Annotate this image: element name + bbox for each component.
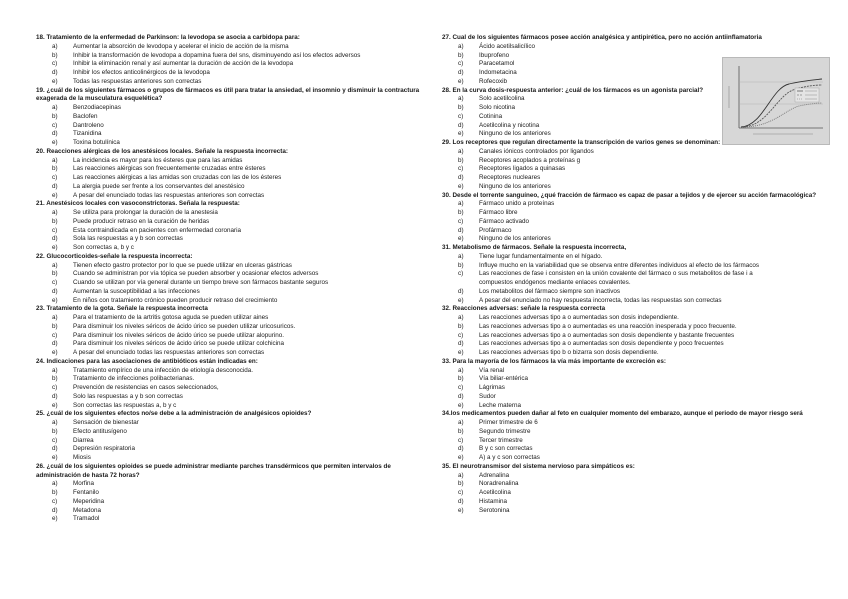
option-letter: a) [458,471,464,479]
option-letter: c) [458,384,464,391]
question-text: 24. Indicaciones para las asociaciones de antibióticos están indicadas en: [36,357,258,365]
question-text: 28. En la curva dosis-respuesta anterior: ¿cuál de los fármacos es un agonista parcial? [442,86,704,94]
question-text: 19. ¿cuál de los siguientes fármacos o grupos de fármacos es útil para tratar la ansiedad, el insomnio y disminuir la contractura exagerada de la musculatura esquelética? [36,86,420,103]
option-text: Tramadol [73,515,100,523]
option-letter: e) [458,296,464,304]
option-text: Inhibir los efectos anticolinérgicos de la levodopa [73,69,210,76]
option-text: La incidencia es mayor para los ésteres que para las amidas [73,156,243,164]
dose-response-curve-image [723,58,829,144]
answer-option [52,489,426,498]
option-text: Las reacciones alérgicas a las amidas son cruzadas con las de los ésteres [73,174,282,181]
option-text: Ninguno de los anteriores [479,182,551,190]
answer-option [52,104,426,113]
option-letter: e) [52,296,58,304]
option-text: Las reacciones alérgicas son frecuentemente cruzadas entre ésteres [73,165,266,173]
question-text: 34.los medicamentos pueden dañar al feto en cualquier momento del embarazo, aunque el periodo de mayor riesgo será [442,410,803,418]
option-text: Noradrenalina [479,480,519,488]
option-text: Ibuprofeno [479,51,510,59]
option-text: Cuando se utilizan por vía general durante un tiempo breve son fármacos bastante seguros [73,279,329,286]
option-letter: a) [52,104,58,111]
option-letter: a) [52,366,58,374]
option-letter: b) [52,489,58,496]
option-text: Indometacina [479,69,517,76]
option-letter: c) [52,436,58,444]
option-text: Ninguno de los anteriores [479,235,551,243]
option-letter: e) [52,349,58,356]
answer-option [458,235,826,244]
option-text: Benzodiacepinas [73,104,121,111]
option-letter: b) [458,322,464,330]
answer-option [458,349,826,358]
option-text: Morfina [73,480,94,488]
option-text: Las reacciones adversas tipo a o aumentadas son dosis dependiente y bastante frecuentes [479,331,735,339]
option-letter: d) [458,174,464,181]
option-letter: a) [52,209,58,216]
option-text: Solo las respuestas a y b son correctas [73,392,183,400]
option-text: Rofecoxib [479,77,508,85]
question-text: 20. Reacciones alérgicas de los anestésicos locales. Señale la respuesta incorrecta: [36,147,289,155]
option-text: A pesar del enunciado todas las respuestas anteriores son correctas [73,349,265,356]
answer-option [458,375,826,384]
option-text: Tratamiento de infecciones polibacterianas. [73,375,195,383]
answer-option [52,332,426,341]
option-letter: d) [458,392,464,400]
option-text: Ácido acetilsalicílico [479,42,535,50]
option-letter: b) [52,112,58,120]
option-letter: e) [458,401,464,409]
option-letter: b) [458,51,464,59]
answer-option [458,472,826,481]
answer-option [52,209,426,218]
answer-option [458,262,826,271]
answer-option [458,157,826,166]
option-letter: b) [52,165,58,173]
option-letter: a) [52,480,58,488]
option-text: Adrenalina [479,471,510,479]
option-letter: a) [458,252,464,260]
answer-option [52,297,426,306]
option-letter: a) [458,200,464,208]
answer-option [52,349,426,358]
answer-option [52,244,426,253]
answer-option [458,43,826,52]
option-text: A pesar del enunciado todas las respuestas anteriores son correctas [73,191,265,199]
option-text: Fármaco unido a proteínas [479,200,555,208]
answer-option [458,340,826,349]
option-letter: d) [52,287,58,295]
answer-option [52,130,426,139]
answer-option [458,279,826,288]
option-text: Prevención de resistencias en casos seleccionados, [73,384,219,391]
question-text: 33. Para la mayoría de los fármacos la vía más importante de excreción es: [442,357,666,365]
option-letter: e) [52,454,58,461]
option-text: Esta contraindicada en pacientes con enfermedad coronaria [73,226,242,234]
answer-option [458,454,826,463]
answer-option [52,139,426,148]
option-letter: e) [458,349,464,356]
question-text: 30. Desde el torrente sanguíneo, ¿qué fracción de fármaco es capaz de pasar a tejidos y de ejercer su acción farmacológica? [442,191,817,199]
option-text: Miosis [73,454,91,461]
option-letter: b) [458,104,464,111]
answer-option [52,227,426,236]
dose-response-figure [722,57,830,145]
option-letter: b) [52,270,58,278]
option-letter: c) [52,331,58,339]
option-letter: b) [52,322,58,330]
answer-option [52,323,426,332]
option-text: Lágrimas [479,384,505,391]
option-text: En niños con tratamiento crónico pueden producir retraso del crecimiento [73,296,278,304]
option-letter: a) [458,419,464,426]
answer-option [52,428,426,437]
answer-option [52,384,426,393]
answer-option [458,419,826,428]
answer-option [458,165,826,174]
left-column [36,34,426,524]
option-letter: d) [458,69,464,76]
answer-option [52,445,426,454]
option-letter: c) [52,121,58,129]
option-letter: d) [458,226,464,234]
option-letter: d) [52,69,58,76]
option-text: Tienen efecto gastro protector por lo que se puede utilizar en ulceras gástricas [73,261,292,269]
option-text: Histamina [479,497,507,505]
question-text: 31. Metabolismo de fármacos. Señale la respuesta incorrecta, [442,244,627,251]
answer-option [458,253,826,262]
question-text: 35. El neurotransmisor del sistema nervioso para simpáticos es: [442,462,635,470]
option-letter: a) [52,419,58,426]
answer-option [52,235,426,244]
option-text: Ninguno de los anteriores [479,130,551,138]
option-text: A pesar del enunciado no hay respuesta incorrecta, todas las respuestas son correctas [479,296,722,304]
option-text: Aumentan la susceptibilidad a las infecciones [73,287,200,295]
answer-option [458,148,826,157]
answer-option [458,200,826,209]
option-letter: c) [458,217,464,225]
option-letter: d) [52,182,58,190]
option-letter: a) [458,314,464,321]
option-letter: c) [52,174,58,181]
option-text: Paracetamol [479,60,515,68]
option-text: Receptores ligados a quinasas [479,165,566,173]
option-letter: c) [52,279,58,286]
option-text: Dantroleno [73,121,104,129]
option-letter: a) [458,95,464,103]
answer-option [52,218,426,227]
answer-option [458,323,826,332]
option-letter: e) [52,401,58,409]
option-letter: b) [458,261,464,269]
answer-option [52,122,426,131]
option-letter: d) [458,340,464,348]
question-text: 26. ¿cuál de los siguientes opioides se puede administrar mediante parches transdérmicos que permiten intervalos de administración de hasta 72 horas? [36,462,391,479]
answer-option [458,498,826,507]
option-text: Metadona [73,506,102,514]
option-letter: b) [458,156,464,164]
option-text: La alergia puede ser frente a los conservantes del anestésico [73,182,245,190]
answer-option [52,498,426,507]
answer-option [458,209,826,218]
option-letter: e) [458,235,464,243]
option-text: Cuando se administran por vía tópica se pueden absorber y ocasionar efectos adversos [73,270,319,278]
option-text: Primer trimestre de 6 [479,419,538,426]
answer-option [458,402,826,411]
option-letter: c) [52,497,58,505]
option-text: Toxina botulínica [73,139,120,146]
option-text: Tiene lugar fundamentalmente en el hígado. [479,252,603,260]
answer-option [458,445,826,454]
option-text: Fentanilo [73,489,99,496]
option-text: B y c son correctas [479,445,533,453]
answer-option [458,489,826,498]
option-text: Sola las respuestas a y b son correctas [73,235,183,243]
answer-option [458,332,826,341]
question-text: 25. ¿cuál de los siguientes efectos no/se debe a la administración de analgésicos opioides? [36,410,312,418]
option-text: Cotinina [479,112,503,120]
option-letter: d) [458,497,464,505]
question-text: 18. Tratamiento de la enfermedad de Parkinson: la levodopa se asocia a carbidopa para: [36,34,300,41]
option-letter: c) [458,489,464,496]
option-letter: a) [52,42,58,50]
answer-option [52,174,426,183]
answer-option [52,419,426,428]
option-letter: e) [458,77,464,85]
answer-option [52,454,426,463]
option-letter: e) [52,139,58,146]
option-letter: c) [458,165,464,173]
option-letter: d) [52,445,58,453]
question-text: 29. Los receptores que regulan directamente la transcripción de varios genes se denominan: [442,139,721,146]
answer-option [52,340,426,349]
answer-option [458,183,826,192]
option-text: Tizanidina [73,130,102,138]
option-text: Para disminuir los niveles séricos de ácido úrico se pueden utilizar uricosuricos. [73,322,296,330]
option-letter: a) [52,156,58,164]
option-text: Segundo trimestre [479,427,531,435]
option-letter: d) [52,235,58,243]
option-letter: e) [458,182,464,190]
option-text: Para disminuir los niveles séricos de ácido úrico se puede utilizar alopurino. [73,331,285,339]
answer-option [52,157,426,166]
answer-option [458,384,826,393]
option-letter: c) [458,112,464,120]
answer-option [458,314,826,323]
option-letter: a) [52,261,58,269]
option-text: Tratamiento empírico de una infección de etiología desconocida. [73,366,254,374]
option-letter: b) [458,427,464,435]
option-letter: c) [52,226,58,234]
option-text: Sudor [479,392,496,400]
option-text: Las reacciones adversas tipo a o aumentadas son dosis independiente. [479,314,679,321]
option-letter: c) [52,384,58,391]
option-text: Tercer trimestre [479,436,523,444]
question-text: 21. Anestésicos locales con vasoconstrictoras. Señala la respuesta: [36,200,240,208]
option-letter: a) [458,147,464,155]
option-text: Sensación de bienestar [73,419,139,426]
option-letter: d) [458,287,464,295]
question-text: 32. Reacciones adversas: señale la respuesta correcta [442,305,606,313]
option-text: Acetilcolina y nicotina [479,121,540,129]
answer-option [458,218,826,227]
option-letter: d) [52,506,58,514]
option-letter: e) [458,130,464,138]
option-text: Solo acetilcolina [479,95,525,103]
option-letter: e) [458,454,464,461]
question-text: 23. Tratamiento de la gota. Señale la respuesta incorrecta [36,305,208,313]
answer-option [52,270,426,279]
question-text: 27. Cual de los siguientes fármacos posee acción analgésica y antipirética, pero no acción antiinflamatoria [442,34,762,41]
answer-option [52,52,426,61]
option-letter: b) [458,375,464,383]
answer-option [52,393,426,402]
option-text: Acetilcolina [479,489,511,496]
option-text: Leche materna [479,401,522,409]
option-text: Meperidina [73,497,105,505]
option-text: Los metabolitos del fármaco siempre son inactivos [479,287,621,295]
option-text: Las reacciones adversas tipo a o aumentadas es una reacción inesperada y poco frecuente. [479,322,737,330]
answer-option [52,402,426,411]
option-text: Puede producir retraso en la curación de heridas [73,217,210,225]
option-text: Serotonina [479,506,510,514]
option-text: Para el tratamiento de la artritis gotosa aguda se pueden utilizar aines [73,314,269,321]
answer-option [52,69,426,78]
answer-option [52,375,426,384]
option-text: Solo nicotina [479,104,516,111]
answer-option [52,262,426,271]
answer-option [52,367,426,376]
answer-option [52,480,426,489]
option-text: Todas las respuestas anteriores son correctas [73,77,202,85]
option-text: Vía biliar-entérica [479,375,528,383]
answer-option [458,367,826,376]
answer-option [458,437,826,446]
question-text: 22. Glucocorticoides-señale la respuesta incorrecta: [36,252,193,260]
option-letter: a) [458,42,464,50]
option-text: A) a y c son correctas [479,454,540,461]
option-text: Profármaco [479,226,512,234]
answer-option [52,515,426,524]
option-letter: b) [52,427,58,435]
answer-option [52,183,426,192]
answer-option [52,78,426,87]
option-letter: e) [52,515,58,523]
option-letter: d) [52,340,58,348]
option-text: Son correctas las respuestas a, b y c [73,401,177,409]
option-letter: e) [52,244,58,251]
answer-option [52,279,426,288]
option-letter: c) [458,436,464,444]
option-text: Receptores acoplados a proteínas g [479,156,581,164]
answer-option [458,288,826,297]
option-letter: d) [52,130,58,138]
option-text: Inhibir la eliminación renal y así aumentar la duración de acción de la levodopa [73,60,294,68]
answer-option [52,60,426,69]
option-text: Para disminuir los niveles séricos de ácido úrico se puede utilizar colchicina [73,340,285,348]
option-text: Las reacciones adversas tipo b o bizarra son dosis dependiente. [479,349,659,356]
option-letter: c) [458,60,464,68]
answer-option [458,393,826,402]
option-letter: d) [458,121,464,129]
option-text: Inhibir la transformación de levodopa a dopamina fuera del sns, disminuyendo así los efectos adversos [73,51,361,59]
option-letter: b) [52,217,58,225]
answer-option [52,192,426,201]
answer-option [458,480,826,489]
option-letter: b) [52,51,58,59]
answer-option [52,314,426,323]
option-text: Fármaco activado [479,217,530,225]
answer-option [52,437,426,446]
answer-option [458,297,826,306]
answer-option [458,507,826,516]
option-text: Canales iónicos controlados por ligandos [479,147,594,155]
option-text: Influye mucho en la variabilidad que se observa entre diferentes individuos al efecto de los fármacos [479,261,760,269]
option-text: Efecto antitusígeno [73,427,127,435]
option-text: Baclofen [73,112,98,120]
option-letter: e) [458,506,464,514]
option-letter: d) [52,392,58,400]
option-text: Vía renal [479,366,505,374]
answer-option [52,288,426,297]
option-letter: b) [458,480,464,488]
option-text: Se utiliza para prolongar la duración de la anestesia [73,209,218,216]
option-letter: b) [458,209,464,216]
option-letter: c) [458,331,464,339]
answer-option [52,507,426,516]
answer-option [458,227,826,236]
answer-option [52,43,426,52]
option-text: Depresión respiratoria [73,445,135,453]
option-text: Receptores nucleares [479,174,541,181]
option-letter: a) [458,366,464,374]
option-letter: e) [52,191,58,199]
answer-option [458,428,826,437]
option-text: Son correctas a, b y c [73,244,134,251]
option-letter: c) [458,270,464,278]
option-letter: a) [52,314,58,321]
option-text: Diarrea [73,436,94,444]
option-text: Fármaco libre [479,209,518,216]
option-text: Aumentar la absorción de levodopa y acelerar el inicio de acción de la misma [73,42,289,50]
option-letter: d) [458,445,464,453]
option-text: Las reacciones adversas tipo a o aumentadas son dosis dependiente y poco frecuentes [479,340,724,348]
answer-option [52,165,426,174]
option-letter: b) [52,375,58,383]
option-letter: c) [52,60,58,68]
answer-option [458,270,826,279]
answer-option [458,174,826,183]
option-text: compuestos endógenos mediante enlaces covalentes. [479,279,631,286]
answer-option [52,113,426,122]
option-letter: e) [52,77,58,85]
option-text: Las reacciones de fase i consisten en la unión covalente del fármaco o sus metabolitos de fase i a [479,270,753,278]
